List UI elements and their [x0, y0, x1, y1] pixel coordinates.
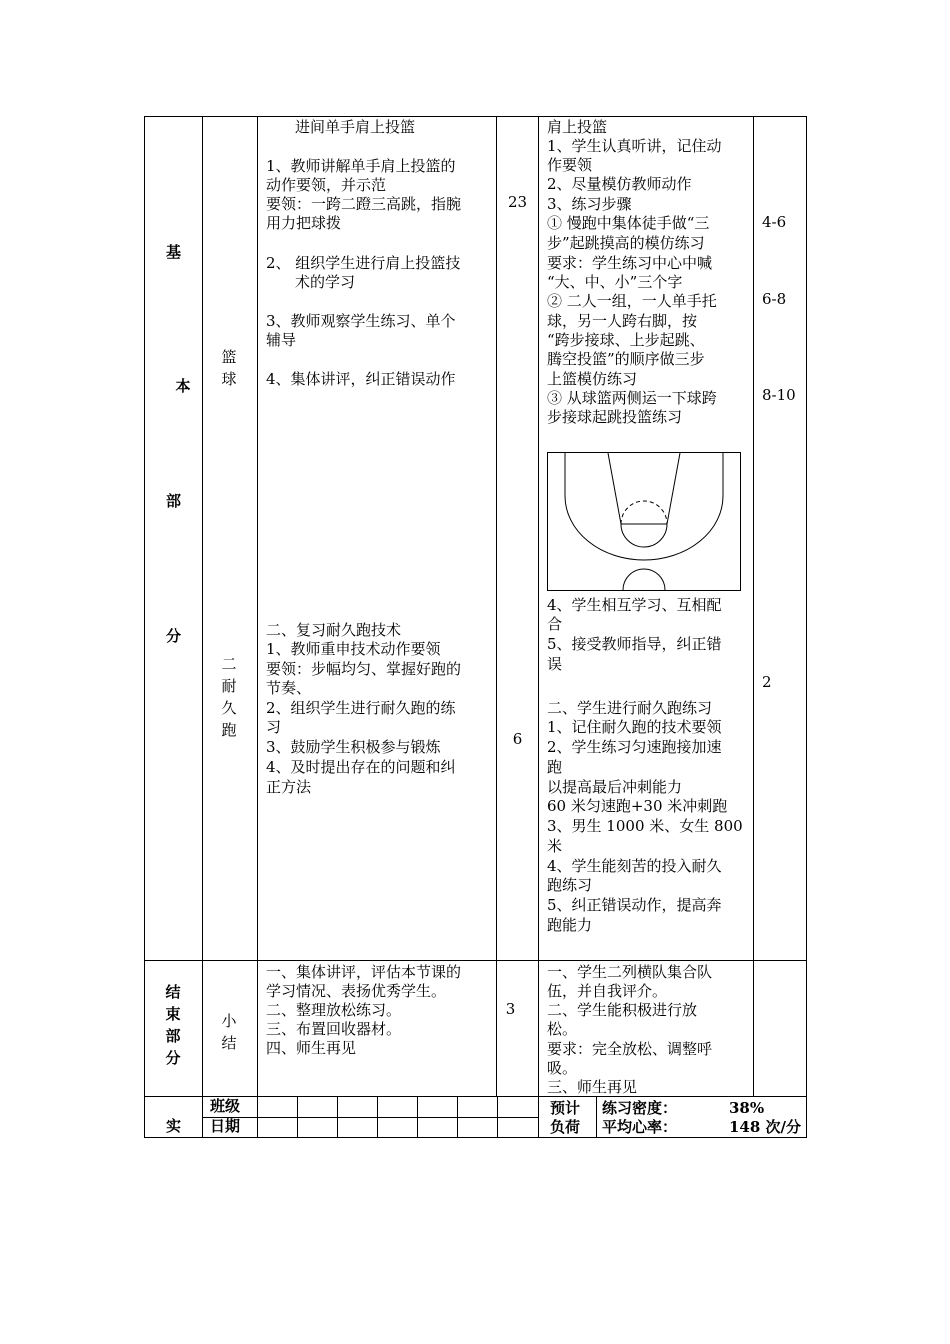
section-main-char-4: 分 — [165, 627, 181, 645]
footer-load-label-1: 预计 — [550, 1099, 581, 1117]
footer-class-label: 班级 — [210, 1097, 241, 1115]
topic-summary: 小结 — [221, 1012, 237, 1052]
topic-basketball: 篮球 — [221, 348, 237, 388]
time-summary: 3 — [505, 1000, 516, 1018]
section-main-char-3: 部 — [165, 492, 181, 510]
time-endurance: 6 — [512, 730, 523, 748]
reps-b: 6-8 — [762, 290, 787, 308]
time-basketball: 23 — [507, 193, 528, 211]
footer-date-label: 日期 — [210, 1117, 241, 1135]
section-end-label: 结束部分 — [165, 983, 181, 1067]
reps-a: 4-6 — [762, 213, 787, 231]
footer-shi: 实 — [165, 1117, 181, 1135]
topic-endurance-run: 二耐久跑 — [221, 655, 237, 739]
density-label: 练习密度： — [602, 1099, 678, 1117]
footer-load-label-2: 负荷 — [550, 1118, 581, 1136]
section-main-char-2: 本 — [175, 377, 191, 395]
section-main-char-1: 基 — [165, 243, 181, 261]
basketball-court-diagram — [547, 452, 741, 592]
reps-c: 8-10 — [762, 386, 796, 404]
reps-d: 2 — [762, 673, 772, 691]
heart-rate-label: 平均心率： — [602, 1118, 678, 1136]
heart-rate-value: 148 次/分 — [729, 1118, 802, 1136]
density-value: 38% — [729, 1099, 765, 1117]
